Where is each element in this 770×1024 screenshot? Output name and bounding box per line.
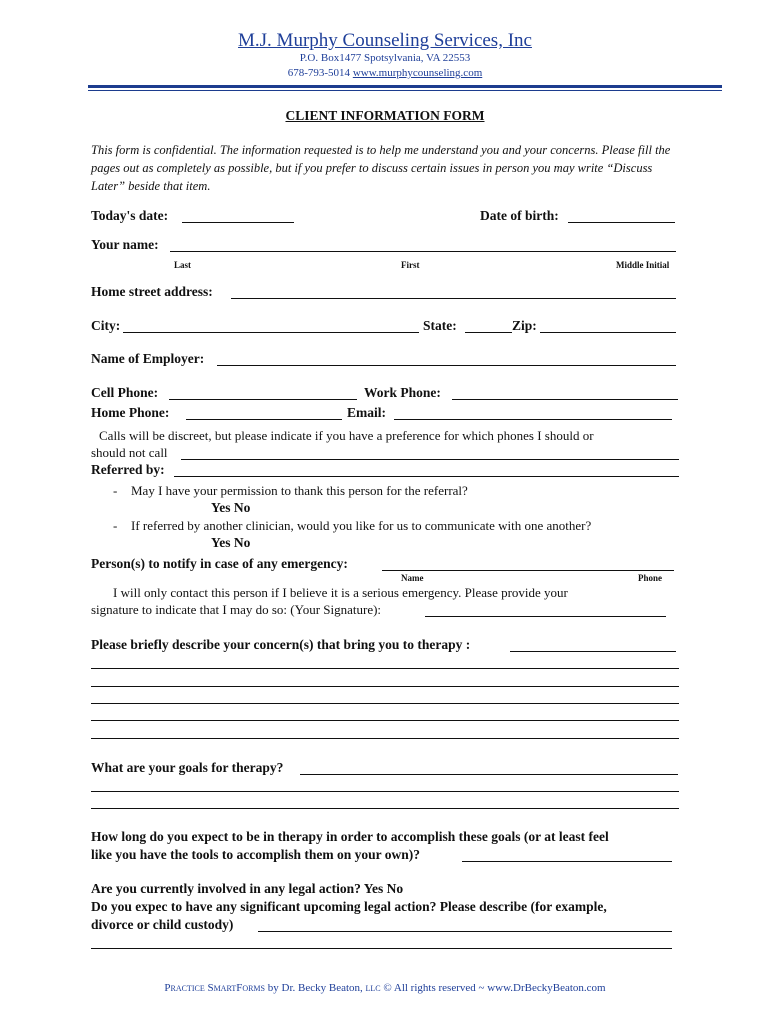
firm-website-link[interactable]: www.murphycounseling.com — [352, 67, 483, 79]
phone-preference-field[interactable] — [181, 459, 679, 460]
zip-field[interactable] — [540, 332, 676, 333]
work-phone-field[interactable] — [452, 399, 678, 400]
referred-by-field[interactable] — [174, 476, 679, 477]
city-label: City: — [91, 318, 121, 333]
todays-date-field[interactable] — [182, 222, 294, 223]
concerns-line-4[interactable] — [91, 703, 679, 704]
state-label: State: — [423, 318, 457, 333]
calls-note: Calls will be discreet, but please indicate if you have a preference for which phones I should or — [99, 428, 594, 443]
dash-1: - — [113, 483, 118, 498]
therapy-duration-field[interactable] — [462, 861, 672, 862]
legal-upcoming-field[interactable] — [258, 931, 672, 932]
header-rule — [88, 85, 722, 88]
referred-by-label: Referred by: — [91, 462, 165, 477]
dash-2: - — [113, 518, 118, 533]
concerns-label: Please briefly describe your concern(s) that bring you to therapy : — [91, 637, 471, 652]
home-phone-field[interactable] — [186, 419, 342, 420]
therapy-duration-question-cont: like you have the tools to accomplish them on your own)? — [91, 847, 421, 862]
todays-date-label: Today's date: — [91, 208, 169, 223]
email-field[interactable] — [394, 419, 672, 420]
goals-line-2[interactable] — [91, 791, 679, 792]
goals-label: What are your goals for therapy? — [91, 760, 284, 775]
city-field[interactable] — [123, 332, 419, 333]
legal-upcoming-line-2[interactable] — [91, 948, 672, 949]
therapy-duration-question: How long do you expect to be in therapy in order to accomplish these goals (or at least feel — [91, 829, 609, 844]
employer-field[interactable] — [217, 365, 676, 366]
firm-phone: 678-793-5014 — [287, 67, 351, 79]
clinician-yes-no[interactable]: Yes No — [211, 535, 251, 550]
emergency-contact-label: Person(s) to notify in case of any emergency: — [91, 556, 348, 571]
cell-phone-field[interactable] — [169, 399, 357, 400]
footer-rights: © All rights reserved ~ www.DrBeckyBeaton.com — [383, 982, 606, 994]
name-label: Your name: — [91, 237, 159, 252]
emergency-name-caption: Name — [401, 573, 424, 583]
home-phone-label: Home Phone: — [91, 405, 170, 420]
dob-field[interactable] — [568, 222, 675, 223]
legal-action-question: Are you currently involved in any legal action? Yes No — [91, 881, 404, 896]
footer-llc: llc — [365, 982, 381, 994]
firm-address: P.O. Box1477 Spotsylvania, VA 22553 — [299, 52, 471, 64]
signature-field[interactable] — [425, 616, 666, 617]
legal-upcoming-question-cont: divorce or child custody) — [91, 917, 234, 932]
concerns-line-3[interactable] — [91, 686, 679, 687]
footer-brand: Practice SmartForms — [164, 982, 265, 994]
dob-label: Date of birth: — [480, 208, 559, 223]
email-label: Email: — [347, 405, 386, 420]
signature-label: signature to indicate that I may do so: (Your Signature): — [91, 602, 382, 617]
firm-name: M.J. Murphy Counseling Services, Inc — [238, 30, 532, 51]
referral-permission-question: May I have your permission to thank this person for the referral? — [131, 483, 468, 498]
footer — [0, 982, 770, 994]
legal-upcoming-question: Do you expec to have any significant upcoming legal action? Please describe (for example, — [91, 899, 607, 914]
name-last-caption: Last — [174, 260, 192, 270]
state-field[interactable] — [465, 332, 512, 333]
footer-author: by Dr. Becky Beaton, — [267, 982, 363, 994]
work-phone-label: Work Phone: — [364, 385, 441, 400]
header-rule-thin — [88, 90, 722, 91]
concerns-line-6[interactable] — [91, 738, 679, 739]
goals-field[interactable] — [300, 774, 678, 775]
concerns-line-5[interactable] — [91, 720, 679, 721]
employer-label: Name of Employer: — [91, 351, 205, 366]
cell-phone-label: Cell Phone: — [91, 385, 159, 400]
emergency-contact-field[interactable] — [382, 570, 674, 571]
firm-contact — [0, 67, 770, 79]
emergency-note: I will only contact this person if I believe it is a serious emergency. Please provide your — [113, 585, 568, 600]
calls-note-cont: should not call — [91, 445, 168, 460]
home-address-label: Home street address: — [91, 284, 213, 299]
concerns-field[interactable] — [510, 651, 676, 652]
name-middle-caption: Middle Initial — [616, 260, 670, 270]
form-title: CLIENT INFORMATION FORM — [285, 108, 485, 123]
referral-permission-yes-no[interactable]: Yes No — [211, 500, 251, 515]
concerns-line-2[interactable] — [91, 668, 679, 669]
goals-line-3[interactable] — [91, 808, 679, 809]
name-field[interactable] — [170, 251, 676, 252]
name-first-caption: First — [401, 260, 420, 270]
form-intro: This form is confidential. The information requested is to help me understand you and your concerns. Please fill the pages out as completely as possible, but if you prefer to discuss certain issues in person you may write “Discuss Later” beside that item. — [91, 143, 671, 193]
zip-label: Zip: — [512, 318, 537, 333]
emergency-phone-caption: Phone — [638, 573, 663, 583]
clinician-question: If referred by another clinician, would you like for us to communicate with one another? — [131, 518, 592, 533]
home-address-field[interactable] — [231, 298, 676, 299]
